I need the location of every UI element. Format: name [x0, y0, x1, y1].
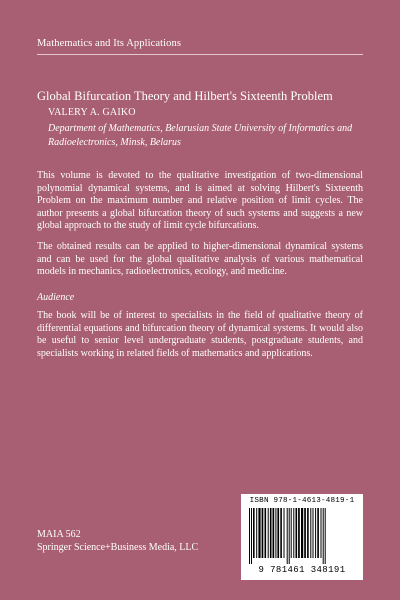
description-paragraph-1: This volume is devoted to the qualitative investigation of two-dimensional polynomial dynamical systems, and is aimed at solving Hilbert's Sixteenth Problem on the maximum number and relative position of limit cycles. The author presents a global bifurcation theory of such systems and suggests a new global approach to the study of limit cycle bifurcations. [37, 170, 363, 232]
barcode-bar [265, 508, 267, 558]
barcode-bar [293, 508, 294, 558]
series-name: Mathematics and Its Applications [37, 38, 182, 49]
barcode-bar [296, 508, 298, 558]
barcode-bar [270, 508, 272, 558]
barcode-bar [291, 508, 292, 558]
barcode-bar [268, 508, 269, 558]
barcode-bar [323, 508, 324, 564]
audience-paragraph: The book will be of interest to specialists in the field of qualitative theory of differential equations and bifurcation theory of dynamical systems. It would also be useful to senior level undergraduate students, postgraduate students, and specialists working in related fields of mathematics and applications. [37, 310, 363, 359]
barcode-bar [321, 508, 322, 558]
barcode-bar [304, 508, 306, 558]
barcode-bar [284, 508, 285, 558]
barcode-bars [247, 508, 357, 564]
barcode-bar [273, 508, 275, 558]
barcode-bar [307, 508, 309, 558]
book-title: Global Bifurcation Theory and Hilbert's Sixteenth Problem [37, 89, 333, 103]
barcode-bar [298, 508, 300, 558]
author-name: VALERY A. GAIKO [48, 107, 136, 118]
barcode-bar [325, 508, 326, 564]
barcode-bar [287, 508, 288, 564]
barcode-bar [280, 508, 282, 558]
barcode-bar [258, 508, 260, 558]
barcode-bar [249, 508, 250, 564]
barcode-bar [262, 508, 264, 558]
barcode-bar [289, 508, 290, 564]
header-rule [37, 54, 363, 55]
barcode-bar [256, 508, 257, 558]
barcode-bar [275, 508, 276, 558]
barcode-bar [317, 508, 319, 558]
series-number: MAIA 562 [37, 529, 81, 540]
author-affiliation: Department of Mathematics, Belarusian State University of Informatics and Radioelectronics, Minsk, Belarus [48, 123, 353, 148]
barcode-bar [251, 508, 252, 564]
description-paragraph-2: The obtained results can be applied to higher-dimensional dynamical systems and can be used for the global qualitative analysis of various mathematical models in mechanics, radioelectronics, ecology, and medicine. [37, 241, 363, 278]
barcode-bar [310, 508, 311, 558]
barcode-bar [315, 508, 316, 558]
barcode-bar [253, 508, 255, 558]
barcode-bar [301, 508, 303, 558]
audience-heading: Audience [37, 292, 75, 303]
barcode-digits: 9 781461 348191 [258, 565, 346, 575]
barcode-bar [277, 508, 279, 558]
isbn-label: ISBN 978-1-4613-4819-1 [249, 497, 355, 505]
barcode-bar [313, 508, 314, 558]
isbn-barcode [241, 494, 363, 580]
publisher-name: Springer Science+Business Media, LLC [37, 542, 199, 553]
